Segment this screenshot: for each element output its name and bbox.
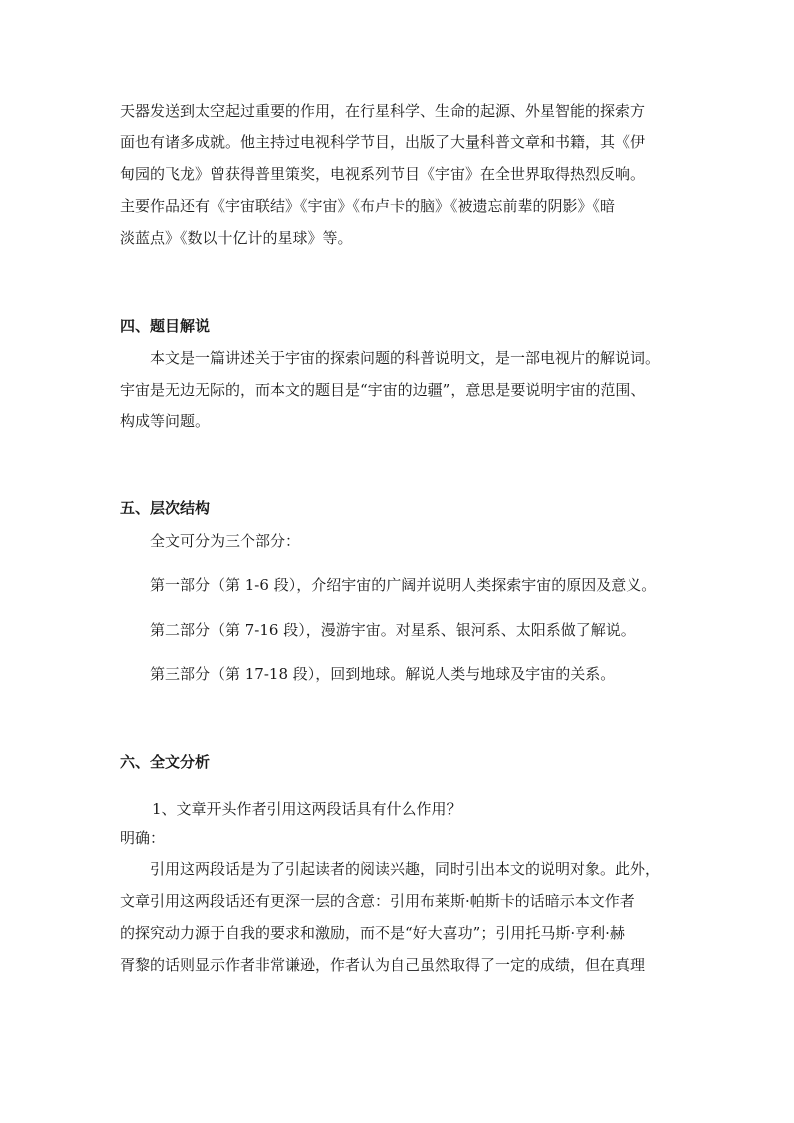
answer-line-3: 的探究动力源于自我的要求和激励，而不是“好大喜功”；引用托马斯·亨利·赫: [120, 924, 625, 942]
structure-part-2: 第二部分（第 7-16 段），漫游宇宙。对星系、银河系、太阳系做了解说。: [150, 621, 636, 639]
bio-line-5: 淡蓝点》《数以十亿计的星球》等。: [120, 229, 353, 247]
structure-intro: 全文可分为三个部分：: [150, 532, 301, 550]
bio-line-2: 面也有诸多成就。他主持过电视科学节目，出版了大量科普文章和书籍，其《伊: [120, 133, 646, 151]
title-explanation-line-2: 宇宙是无边无际的，而本文的题目是“宇宙的边疆”，意思是要说明宇宙的范围、: [120, 381, 646, 399]
analysis-question-1: 1、文章开头作者引用这两段话具有什么作用？: [152, 800, 462, 818]
section-heading-structure: 五、层次结构: [120, 499, 211, 517]
section-heading-title-explanation: 四、题目解说: [120, 317, 211, 335]
answer-line-2: 文章引用这两段话还有更深一层的含意：引用布莱斯·帕斯卡的话暗示本文作者: [120, 892, 635, 910]
bio-line-3: 甸园的飞龙》曾获得普里策奖，电视系列节目《宇宙》在全世界取得热烈反响。: [120, 165, 646, 183]
section-heading-analysis: 六、全文分析: [120, 753, 211, 771]
structure-part-1: 第一部分（第 1-6 段），介绍宇宙的广阔并说明人类探索宇宙的原因及意义。: [150, 576, 657, 594]
answer-label: 明确：: [120, 829, 166, 847]
title-explanation-line-1: 本文是一篇讲述关于宇宙的探索问题的科普说明文，是一部电视片的解说词。: [150, 349, 661, 367]
title-explanation-line-3: 构成等问题。: [120, 412, 211, 430]
bio-line-4: 主要作品还有《宇宙联结》《宇宙》《布卢卡的脑》《被遗忘前辈的阴影》《暗: [120, 197, 616, 215]
answer-line-4: 胥黎的话则显示作者非常谦逊，作者认为自己虽然取得了一定的成绩，但在真理: [120, 956, 646, 974]
bio-line-1: 天器发送到太空起过重要的作用，在行星科学、生命的起源、外星智能的探索方: [120, 102, 646, 120]
answer-line-1: 引用这两段话是为了引起读者的阅读兴趣，同时引出本文的说明对象。此外，: [150, 860, 661, 878]
structure-part-3: 第三部分（第 17-18 段），回到地球。解说人类与地球及宇宙的关系。: [150, 665, 616, 683]
